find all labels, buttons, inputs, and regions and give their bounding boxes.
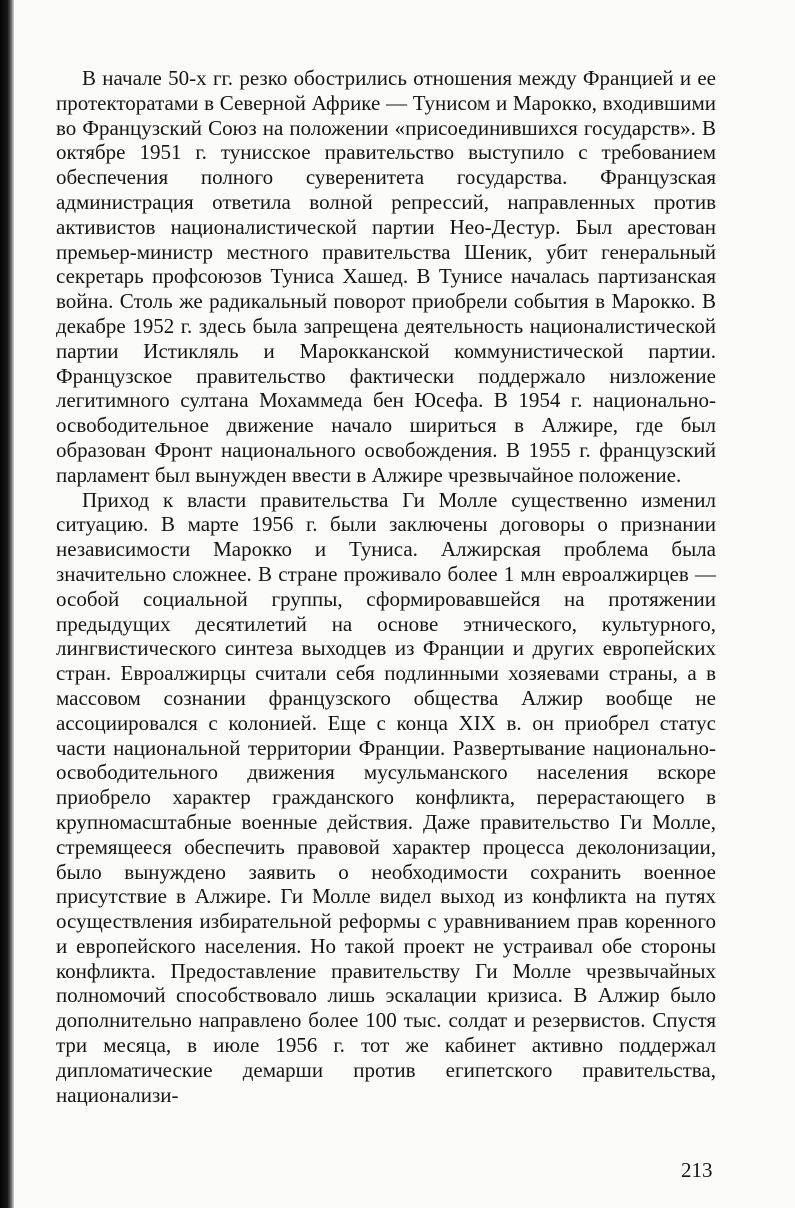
body-text [56,66,716,1107]
paragraph-1: В начале 50-х гг. резко обострились отношения между Францией и ее протекторатами в Северной Африке — Тунисом и Марокко, входившими во Французский Союз на положении «присоединившихся государств». В октябре 1951 г. тунисское правительство выступило с требованием обеспечения полного суверенитета государства. Французская администрация ответила волной репрессий, направленных против активистов националистической партии Нео-Дестур. Был арестован премьер-министр местного правительства Шеник, убит генеральный секретарь профсоюзов Туниса Хашед. В Тунисе началась партизанская война. Столь же радикальный поворот приобрели события в Марокко. В декабре 1952 г. здесь была запрещена деятельность националистической партии Истикляль и Марокканской коммунистической партии. Французское правительство фактически поддержало низложение легитимного султана Мохаммеда бен Юсефа. В 1954 г. национально-освободительное движение начало шириться в Алжире, где был образован Фронт национального освобождения. В 1955 г. французский парламент был вынужден ввести в Алжире чрезвычайное положение. [56,66,716,487]
page-number: 213 [681,1158,713,1182]
book-binding-shadow [0,0,14,1208]
paragraph-2: Приход к власти правительства Ги Молле существенно изменил ситуацию. В марте 1956 г. были заключены договоры о признании независимости Марокко и Туниса. Алжирская проблема была значительно сложнее. В стране проживало более 1 млн евроалжирцев — особой социальной группы, сформировавшейся на протяжении предыдущих десятилетий на основе этнического, культурного, лингвистического синтеза выходцев из Франции и других европейских стран. Евроалжирцы считали себя подлинными хозяевами страны, а в массовом сознании французского общества Алжир вообще не ассоциировался с колонией. Еще с конца XIX в. он приобрел статус части национальной территории Франции. Развертывание национально-освободительного движения мусульманского населения вскоре приобрело характер гражданского конфликта, перерастающего в крупномасштабные военные действия. Даже правительство Ги Молле, стремящееся обеспечить правовой характер процесса деколонизации, было вынуждено заявить о необходимости сохранить военное присутствие в Алжире. Ги Молле видел выход из конфликта на путях осуществления избирательной реформы с уравниванием прав коренного и европейского населения. Но такой проект не устраивал обе стороны конфликта. Предоставление правительству Ги Молле чрезвычайных полномочий способствовало лишь эскалации кризиса. В Алжир было дополнительно направлено более 100 тыс. солдат и резервистов. Спустя три месяца, в июле 1956 г. тот же кабинет активно поддержал дипломатические демарши против египетского правительства, национализи- [56,487,716,1107]
